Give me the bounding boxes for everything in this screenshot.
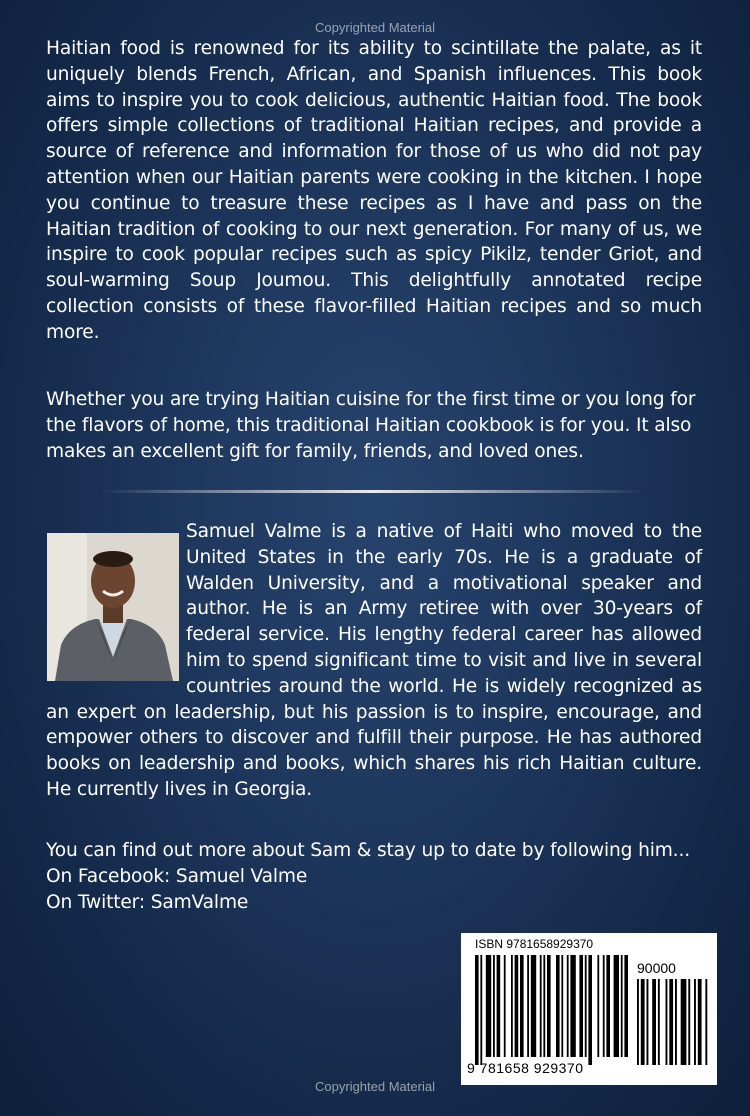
watermark-bottom: Copyrighted Material (315, 1079, 435, 1094)
barcode-bar (531, 955, 536, 1057)
photo-spacer (46, 519, 186, 684)
isbn-label: ISBN 9781658929370 (475, 937, 594, 951)
barcode-addon-bar (698, 979, 702, 1065)
barcode-bar (561, 955, 563, 1057)
barcode-addon-bar (652, 979, 656, 1065)
barcode-bar (614, 955, 619, 1057)
barcode-addon-bar (681, 979, 687, 1065)
barcode-addon-bar (669, 979, 673, 1065)
barcode-bar (606, 955, 610, 1057)
barcode-bar (543, 955, 545, 1057)
barcode-bar (520, 955, 524, 1057)
barcode-bar (597, 955, 599, 1057)
barcode-bar (486, 955, 491, 1057)
barcode-bar (504, 955, 506, 1057)
barcode-box (461, 933, 717, 1085)
author-bio-container (46, 519, 702, 803)
barcode-addon-bar (637, 979, 639, 1065)
barcode-bar (515, 955, 519, 1057)
barcode-addon-bar (658, 979, 660, 1065)
barcode-bar (624, 955, 628, 1057)
barcode-bar (567, 955, 569, 1057)
barcode-bar (475, 955, 479, 1065)
barcode-bar (588, 955, 592, 1065)
barcode-bar (527, 955, 529, 1057)
barcode-bar (556, 955, 560, 1057)
barcode-addon-bar (647, 979, 649, 1065)
barcode-addon-bar (675, 979, 677, 1065)
barcode-bar (585, 955, 587, 1057)
twitter-handle: On Twitter: SamValme (46, 892, 249, 913)
barcode-bar (603, 955, 605, 1057)
price-code: 90000 (637, 960, 676, 976)
section-divider (100, 490, 645, 493)
description-paragraph-1: Haitian food is renowned for its ability to scintillate the palate, as it uniquely blends French, African, and Spanish influences. This book aims to inspire you to cook delicious, authentic Haitian food. The book offers simple collections of traditional Haitian recipes, and provide a source of reference and information for those of us who did not pay attention when our Haitian parents were cooking in the kitchen. I hope you continue to treasure these recipes as I have and pass on the Haitian tradition of cooking to our next generation. For many of us, we inspire to cook popular recipes such as spicy Pikilz, tender Griot, and soul-warming Soup Joumou. This delightfully annotated recipe collection consists of these flavor-filled Haitian recipes and so much more. (46, 38, 702, 343)
barcode-bar (493, 955, 495, 1057)
barcode-addon-bar (694, 979, 696, 1065)
barcode-bar (547, 955, 551, 1057)
barcode-addon-bar (666, 979, 668, 1065)
facebook-handle: On Facebook: Samuel Valme (46, 866, 308, 887)
barcode-bar (570, 955, 575, 1057)
description-paragraph-2: Whether you are trying Haitian cuisine for the first time or you long for the flavors of home, this traditional Haitian cookbook is for you. It also makes an excellent gift for family, friends, and loved ones. (46, 389, 696, 462)
barcode-bar (579, 955, 583, 1057)
barcode-bar (540, 955, 542, 1057)
author-bio: Samuel Valme is a native of Haiti who moved to the United States in the early 70s. He is a graduate of Walden University, and a motivational speaker and author. He is an Army retiree with over 30-years of federal service. His lengthy federal career has allowed him to spend significant time to visit and live in several countries around the world. He is widely recognized as an expert on leadership, but his passion is to inspire, encourage, and empower others to discover and fulfill their purpose. He has authored books on leadership and books, which shares his rich Haitian culture. He currently lives in Georgia. (46, 521, 702, 800)
barcode-bar (511, 955, 513, 1057)
barcode-addon-bar (705, 979, 707, 1065)
barcode-addon-bar (641, 979, 645, 1065)
follow-intro: You can find out more about Sam & stay up to date by following him... (46, 840, 690, 861)
barcode-bar (480, 955, 482, 1065)
barcode-addon-bar (688, 979, 690, 1065)
watermark-top: Copyrighted Material (315, 20, 435, 35)
barcode-digits: 9 781658 929370 (467, 1060, 584, 1076)
barcode-bar (497, 955, 501, 1057)
barcode-bar (621, 955, 623, 1057)
